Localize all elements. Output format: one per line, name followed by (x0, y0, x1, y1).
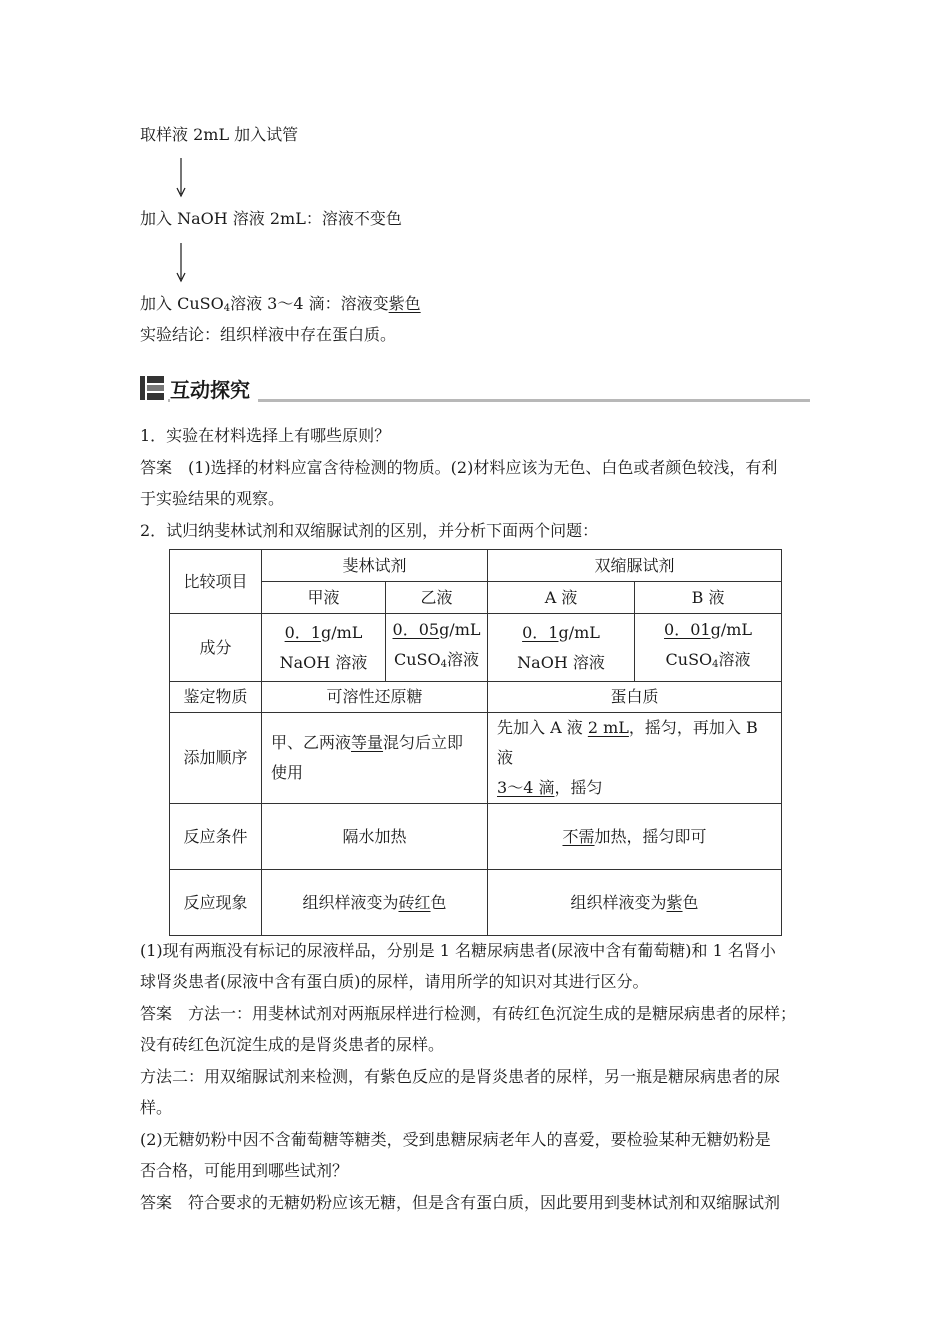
p1-answer-cont: 没有砖红色沉淀生成的是肾炎患者的尿样。 (140, 1035, 445, 1054)
q2-question: 2．试归纳斐林试剂和双缩脲试剂的区别，并分析下面两个问题： (140, 521, 599, 540)
down-arrow-icon (173, 243, 189, 283)
header-a: A 液 (488, 582, 635, 614)
p1-question-cont: 球肾炎患者(尿液中含有蛋白质)的尿样，请用所学的知识对其进行区分。 (140, 972, 649, 991)
table-cell: 先加入 A 液 2 mL，摇匀，再加入 B 液 3～4 滴，摇匀 (488, 713, 782, 804)
header-item: 比较项目 (170, 550, 262, 614)
table-cell: 可溶性还原糖 (262, 682, 488, 713)
table-cell: 蛋白质 (488, 682, 782, 713)
row-label: 成分 (170, 614, 262, 682)
table-cell: 0．1g/mL NaOH 溶液 (262, 614, 386, 682)
p2-answer: 答案 符合要求的无糖奶粉应该无糖，但是含有蛋白质，因此要用到斐林试剂和双缩脲试剂 (140, 1193, 781, 1212)
answer-blank: 紫色 (388, 294, 421, 313)
header-biuret: 双缩脲试剂 (488, 550, 782, 582)
table-cell: 隔水加热 (262, 804, 488, 870)
p1-answer: 答案 方法一：用斐林试剂对两瓶尿样进行检测，有砖红色沉淀生成的是糖尿病患者的尿样； (140, 1004, 797, 1023)
table-cell: 甲、乙两液等量混匀后立即 使用 (262, 713, 488, 804)
conclusion: 实验结论：组织样液中存在蛋白质。 (140, 325, 397, 344)
q1-answer-cont: 于实验结果的观察。 (140, 489, 285, 508)
p1-question: (1)现有两瓶没有标记的尿液样品，分别是 1 名糖尿病患者(尿液中含有葡萄糖)和 1 名肾小 (140, 941, 776, 960)
table-cell: 组织样液变为紫色 (488, 870, 782, 936)
comparison-table (169, 549, 782, 936)
row-label: 反应条件 (170, 804, 262, 870)
down-arrow-icon (173, 158, 189, 198)
table-cell: 不需加热，摇匀即可 (488, 804, 782, 870)
p1-method-2: 方法二：用双缩脲试剂来检测，有紫色反应的是肾炎患者的尿样，另一瓶是糖尿病患者的尿 (140, 1067, 781, 1086)
flow-step-2: 加入 NaOH 溶液 2mL：溶液不变色 (140, 209, 402, 228)
row-label: 鉴定物质 (170, 682, 262, 713)
header-yi: 乙液 (386, 582, 488, 614)
table-cell: 0．01g/mL CuSO$_4$溶液 (635, 614, 782, 682)
p1-method-2-cont: 样。 (140, 1098, 173, 1117)
q1-answer: 答案 (1)选择的材料应富含待检测的物质。(2)材料应该为无色、白色或者颜色较浅，有利 (140, 458, 778, 477)
table-cell: 组织样液变为砖红色 (262, 870, 488, 936)
row-label: 反应现象 (170, 870, 262, 936)
section-bars-icon (140, 376, 164, 400)
table-cell: 0．05g/mL CuSO$_4$溶液 (386, 614, 488, 682)
header-fehling: 斐林试剂 (262, 550, 488, 582)
p2-question-cont: 否合格，可能用到哪些试剂？ (140, 1161, 349, 1180)
p2-question: (2)无糖奶粉中因不含葡萄糖等糖类，受到患糖尿病老年人的喜爱，要检验某种无糖奶粉是 (140, 1130, 771, 1149)
table-cell: 0．1g/mL NaOH 溶液 (488, 614, 635, 682)
section-title: 互动探究 (170, 374, 258, 403)
row-label: 添加顺序 (170, 713, 262, 804)
flow-step-1: 取样液 2mL 加入试管 (140, 125, 299, 144)
section-header (140, 374, 810, 404)
section-rule (168, 399, 810, 402)
q1-question: 1．实验在材料选择上有哪些原则？ (140, 426, 391, 445)
flow-step-3: 加入 CuSO$_4$溶液 3～4 滴：溶液变紫色 (140, 294, 421, 314)
header-b: B 液 (635, 582, 782, 614)
header-jia: 甲液 (262, 582, 386, 614)
